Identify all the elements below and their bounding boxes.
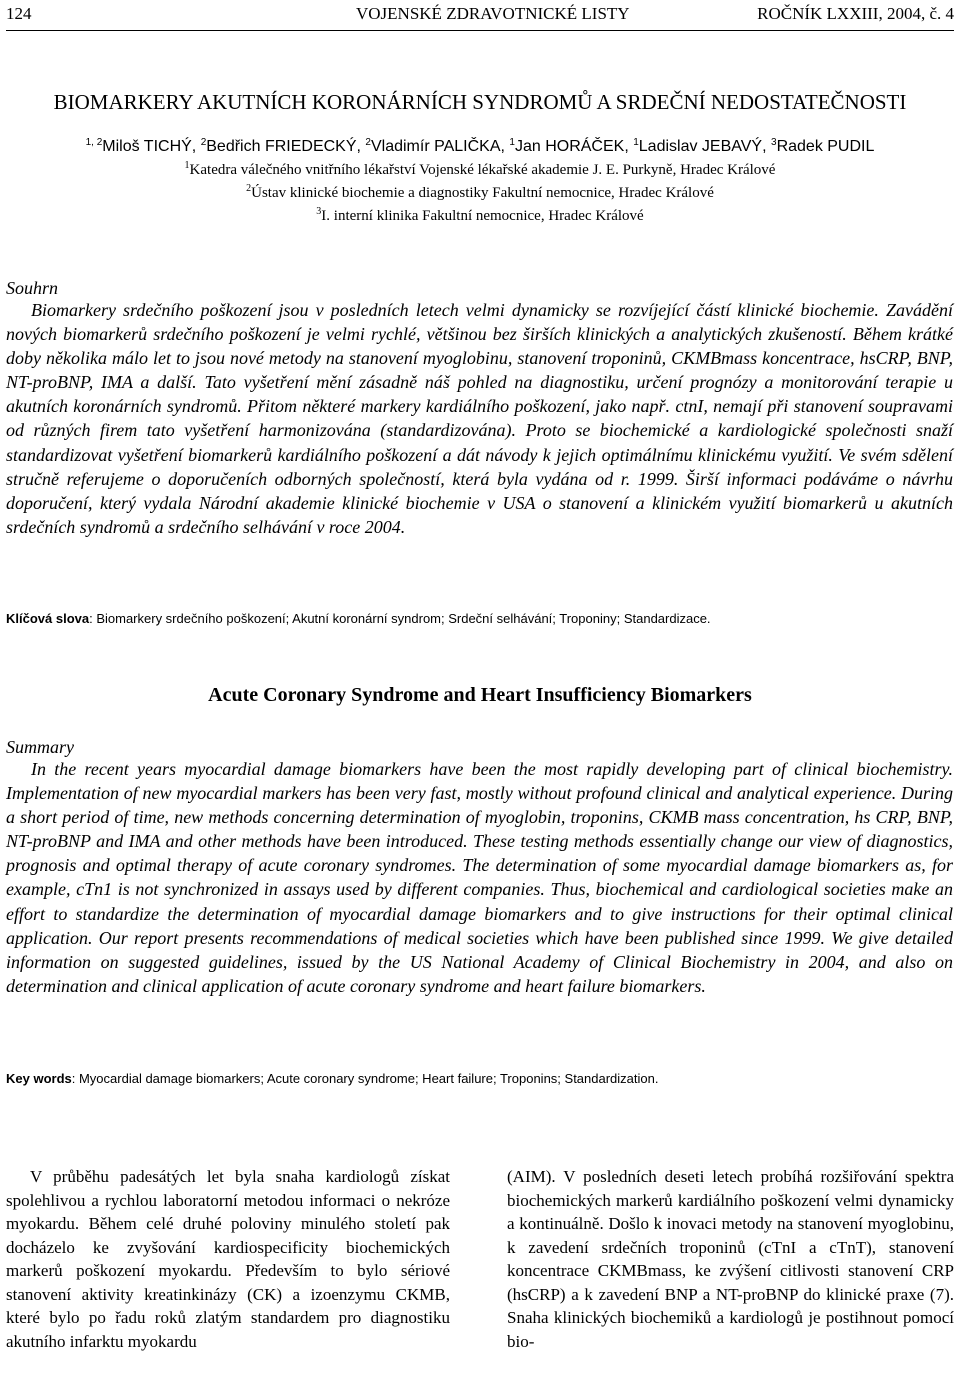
author-affiliation-mark: 1, 2 <box>85 137 103 148</box>
affiliation-mark: 1 <box>184 160 190 171</box>
summary-heading: Summary <box>6 737 74 757</box>
souhrn-heading: Souhrn <box>6 278 59 298</box>
keywords-cz-text: : Biomarkery srdečního poškození; Akutní koronární syndrom; Srdeční selhávání; Troponiny; Standardizace. <box>89 611 711 626</box>
author <box>365 138 509 155</box>
body-column-left: V průběhu padesátých let byla snaha kardiologů získat spolehlivou a rychlou laboratorní metodou informaci o nekróze myokardu. Během celé druhé poloviny minulého století pak docházelo ke zvyšování kardiospecificity biochemických markerů poškození myokardu. Především to bylo sériové stanovení aktivity kreatinkinázy (CK) a izoenzymu CKMB, které bylo po řadu roků zlatým standardem pro diagnostiku akutního infarktu myokardu <box>6 1167 450 1351</box>
keywords-en-label: Key words <box>6 1071 72 1086</box>
body-column-right: (AIM). V posledních deseti letech probíhá rozšiřování spektra biochemických markerů kardiálního poškození velmi dynamicky a kontinuálně. Došlo k inovaci metody na stanovení myoglobinu, k zavedení srdečních troponinů (cTnI a cTnT), stanovení koncentrace CKMBmass, ke zvýšení citlivosti stanovení CRP (hsCRP) a k zavedení BNP a NT-proBNP do klinické praxe (7). Snaha klinických biochemiků a kardiologů je postihnout pomocí bio- <box>507 1167 954 1351</box>
english-title: Acute Coronary Syndrome and Heart Insufficiency Biomarkers <box>208 684 752 706</box>
author-affiliation-mark: 3 <box>771 137 777 148</box>
journal-name: VOJENSKÉ ZDRAVOTNICKÉ LISTY <box>356 4 630 23</box>
summary-text: In the recent years myocardial damage biomarkers have been the most rapidly developing part of clinical biochemistry. Implementation of new myocardial markers has been very fast, mostly without profound clinical and analytical experience. During a short period of time, new methods concerning determination of myoglobin, troponins, CKMB mass concentration, hs CRP, BNP, NT-proBNP and IMA and other methods have been introduced. These testing methods essentially change our view of diagnostics, prognosis and optimal therapy of acute coronary syndromes. The determination of some myocardial damage biomarkers as, for example, cTn1 is not synchronized in assays used by different companies. Thus, biochemical and cardiological societies make an effort to standardize the determination of myocardial damage biomarkers and to give instructions for their optimal clinical application. Our report presents recommendations of medical societies which have been published since 1999. We give detailed information on suggested guidelines, issued by the US National Academy of Clinical Biochemistry in 2004, and also on determination and clinical application of acute coronary syndrome and heart failure biomarkers. <box>6 759 953 996</box>
affiliation-text: Katedra válečného vnitřního lékařství Vojenské lékařské akademie J. E. Purkyně, Hradec Králové <box>189 162 776 178</box>
author-name: Jan HORÁČEK, <box>514 138 634 155</box>
author <box>509 138 633 155</box>
affiliation-text: Ústav klinické biochemie a diagnostiky Fakultní nemocnice, Hradec Králové <box>251 185 714 201</box>
keywords-cz-label: Klíčová slova <box>6 611 90 626</box>
author-name: Bedřich FRIEDECKÝ, <box>206 138 366 155</box>
author-name: Vladimír PALIČKA, <box>370 138 510 155</box>
author <box>771 138 874 155</box>
journal-volume: ROČNÍK LXXIII, 2004, č. 4 <box>757 4 954 23</box>
author-affiliation-mark: 1 <box>633 137 639 148</box>
keywords-en <box>6 1071 658 1086</box>
author-list <box>0 138 960 156</box>
affiliation-mark: 2 <box>246 183 252 194</box>
souhrn-text: Biomarkery srdečního poškození jsou v posledních letech velmi dynamicky se rozvíjející částí klinické biochemie. Zavádění nových biomarkerů srdečního poškození je velmi rychlé, většinou bez širších klinických a analytických zkušeností. Během krátké doby několika málo let to jsou nové metody na stanovení myoglobinu, stanovení troponinů, CKMBmass koncentrace, hsCRP, BNP, NT-proBNP, IMA a další. Tato vyšetření mění zásadně náš pohled na diagnostiku, určení prognózy a monitorování terapie u akutních koronárních syndromů. Přitom některé markery kardiálního poškození, jako např. ctnI, nemají při stanovení soupravami od různých firem tato vyšetření harmonizována (standardizována). Proto se biochemické a kardiologické společnosti snaží standardizovat vyšetření biomarkerů kardiálního poškození a dát návody k jejich optimálnímu klinickému využití. Ve svém sdělení stručně referujeme o doporučeních odborných společností, která byla vydána od r. 1999. Širší informaci podáváme o návrhu doporučení, který vydala Národní akademie klinické biochemie v USA o stanovení a klinickém využití biomarkerů u akutních srdečních syndromů a srdečního selhávání v roce 2004. <box>6 300 953 537</box>
article-title: BIOMARKERY AKUTNÍCH KORONÁRNÍCH SYNDROMŮ A SRDEČNÍ NEDOSTATEČNOSTI <box>53 90 907 114</box>
running-header <box>6 4 954 30</box>
affiliation-text: I. interní klinika Fakultní nemocnice, Hradec Králové <box>321 208 644 224</box>
affiliation-mark: 3 <box>316 206 322 217</box>
author-affiliation-mark: 1 <box>509 137 515 148</box>
keywords-en-text: : Myocardial damage biomarkers; Acute coronary syndrome; Heart failure; Troponins; Standardization. <box>71 1071 659 1086</box>
author-name: Ladislav JEBAVÝ, <box>638 138 771 155</box>
author-name: Miloš TICHÝ, <box>102 138 201 155</box>
author-affiliation-mark: 2 <box>365 137 371 148</box>
header-rule <box>6 30 954 31</box>
page-number: 124 <box>6 4 32 23</box>
author-affiliation-mark: 2 <box>200 137 207 148</box>
affiliation <box>0 208 960 225</box>
author <box>633 138 771 155</box>
author-name: Radek PUDIL <box>776 138 875 155</box>
author <box>201 138 366 155</box>
affiliation <box>0 185 960 202</box>
affiliation <box>0 162 960 179</box>
author <box>86 138 201 155</box>
keywords-cz <box>6 611 711 626</box>
